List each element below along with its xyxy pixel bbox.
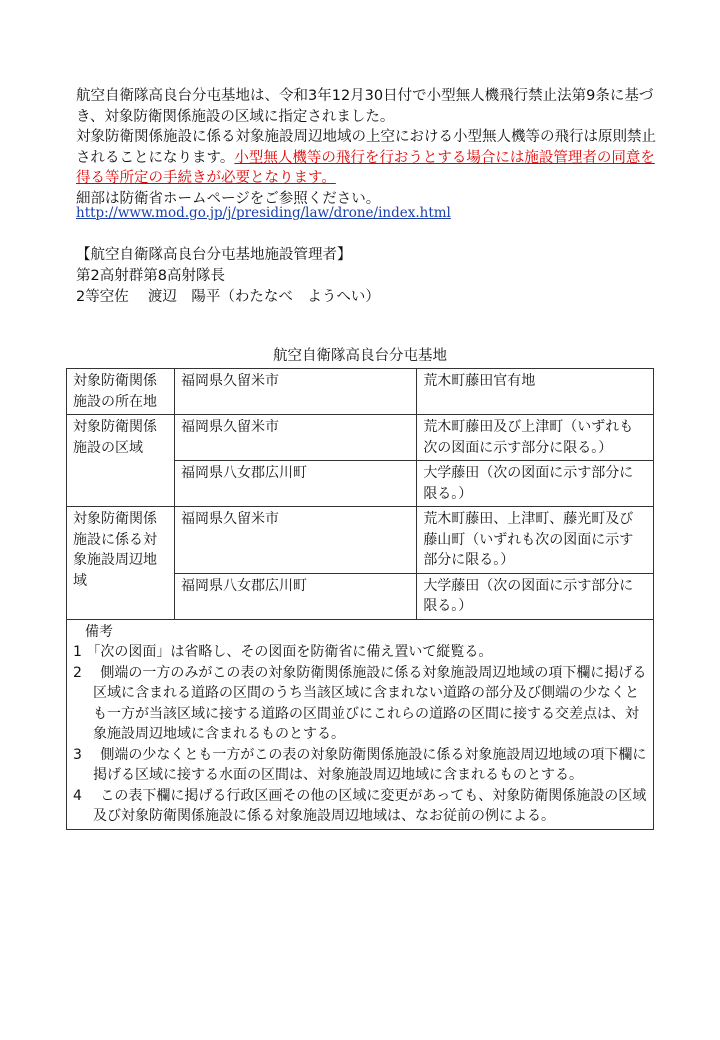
facility-manager-heading: 【航空自衛隊高良台分屯基地施設管理者】 <box>76 247 352 263</box>
table-row <box>67 369 654 415</box>
row-area: 福岡県八女郡広川町 <box>174 461 416 507</box>
table-row <box>67 415 654 461</box>
row-label-facility-zone: 対象防衛関係施設の区域 <box>67 415 175 507</box>
row-detail: 大学藤田（次の図面に示す部分に限る。） <box>417 461 654 507</box>
table-row <box>67 507 654 574</box>
facility-manager-block <box>76 245 380 308</box>
row-area: 福岡県久留米市 <box>174 415 416 461</box>
table-caption: 航空自衛隊高良台分屯基地 <box>273 348 447 364</box>
table-notes-row <box>67 619 654 829</box>
note-item: 3 側端の少なくとも一方がこの表の対象防衛関係施設に係る対象施設周辺地域の項下欄に掲げる区域に接する水面の区間は、対象施設周辺地域に含まれるものとする。 <box>73 746 647 783</box>
row-label-location: 対象防衛関係施設の所在地 <box>67 369 175 415</box>
row-detail: 大学藤田（次の図面に示す部分に限る。） <box>417 573 654 619</box>
row-detail: 荒木町藤田官有地 <box>417 369 654 415</box>
intro-paragraph-1: 航空自衛隊高良台分屯基地は、令和3年12月30日付で小型無人機飛行禁止法第9条に基づき、対象防衛関係施設の区域に指定されました。 <box>76 88 654 125</box>
mod-drone-law-link[interactable]: http://www.mod.go.jp/j/presiding/law/drone/index.html <box>76 205 451 221</box>
row-area: 福岡県八女郡広川町 <box>174 573 416 619</box>
facility-area-table <box>66 368 654 830</box>
row-area: 福岡県久留米市 <box>174 369 416 415</box>
intro-paragraph-2-highlight: 小型無人機等の飛行を行おうとする場合には施設管理者の同意を得る等所定の手続きが必要となります。 <box>76 149 655 186</box>
note-item: 4 この表下欄に掲げる行政区画その他の区域に変更があっても、対象防衛関係施設の区域及び対象防衛関係施設に係る対象施設周辺地域は、なお従前の例による。 <box>73 787 647 824</box>
note-item: 1 「次の図面」は省略し、その図面を防衛省に備え置いて縦覧る。 <box>73 644 493 660</box>
notes-title: 備考 <box>85 623 113 640</box>
intro-paragraph-2-plain: 対象防衛関係施設に係る対象施設周辺地域の上空における小型無人機等の飛行は原則禁止されることになります。 <box>76 129 656 166</box>
row-area: 福岡県久留米市 <box>174 507 416 574</box>
intro-paragraph-3: 細部は防衛省ホームページをご参照ください。 <box>76 190 381 207</box>
row-label-surrounding-area: 対象防衛関係施設に係る対象施設周辺地域 <box>67 507 175 620</box>
facility-manager-person: 2等空佐 渡辺 陽平（わたなべ ようへい） <box>76 289 380 305</box>
row-detail: 荒木町藤田及び上津町（いずれも次の図面に示す部分に限る。） <box>417 415 654 461</box>
row-detail: 荒木町藤田、上津町、藤光町及び藤山町（いずれも次の図面に示す部分に限る。） <box>417 507 654 574</box>
facility-manager-unit: 第2高射群第8高射隊長 <box>76 268 225 284</box>
note-item: 2 側端の一方のみがこの表の対象防衛関係施設に係る対象施設周辺地域の項下欄に掲げる区域に含まれる道路の区間のうち当該区域に含まれない道路の部分及び側端の少なくとも一方が当該区域に接する道路の区間並びにこれらの道路の区間に接する交差点は、対象施設周辺地域に含まれるものとする。 <box>73 664 647 742</box>
intro-paragraph-2 <box>76 127 666 189</box>
intro-text <box>76 86 666 209</box>
notes-cell <box>67 619 654 829</box>
